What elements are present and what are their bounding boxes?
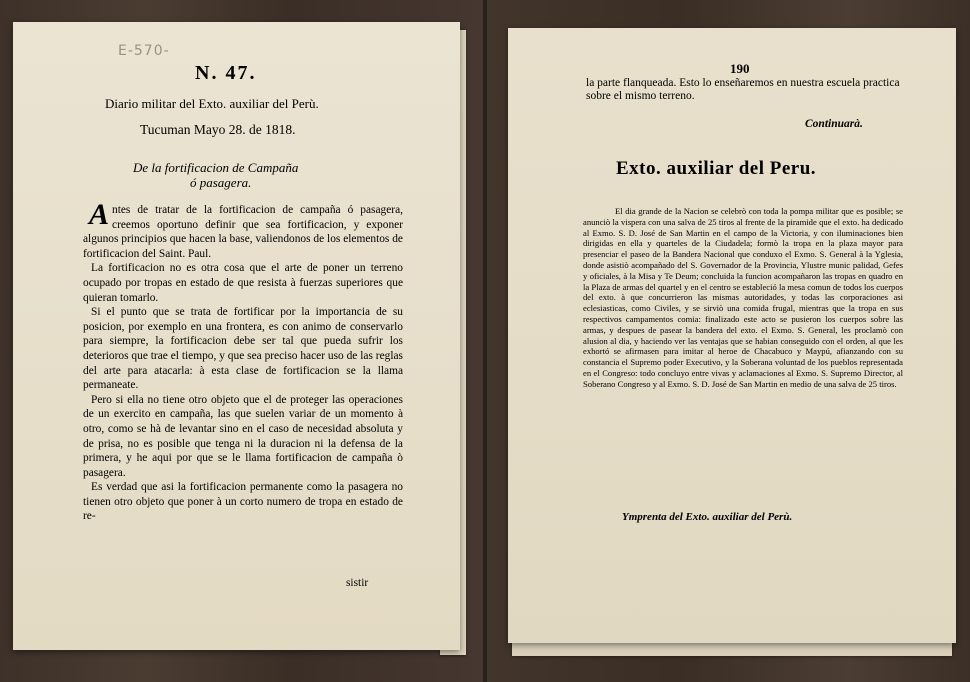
- newspaper-header: Diario militar del Exto. auxiliar del Perù.: [105, 96, 319, 111]
- drop-cap: A: [89, 198, 110, 231]
- pencil-archive-note: E-570-: [118, 43, 170, 59]
- paragraph-1: [83, 198, 403, 261]
- continuara-label: Continuarà.: [805, 118, 863, 130]
- paragraph-1-text: ntes de tratar de la fortificacion de campaña ó pasagera, creemos oportuno definir que sea fortificacion, y exponer algunos principios que hacen la base, valiendonos de los elementos de fortificacion del Saint. Paul.: [83, 204, 403, 260]
- army-section-title: Exto. auxiliar del Peru.: [616, 158, 817, 179]
- section-title: [133, 160, 298, 190]
- page-number: 190: [730, 61, 750, 76]
- right-paragraph: El dia grande de la Nacion se celebrò con toda la pompa militar que es posible; se anunciò la vispera con una salva de 25 tiros al frente de la piramide que el exto. ha dedicado al Exmo. S. D. José de San Martin en el campo de la Victoria, y con iluminaciones bien dirigidas en ella y quarteles de la Ciudadela; formò la tropa en la plaza mayor para presenciar el paseo de la Bandera Nacional que conduxo el Exmo. S. General à la Yglesia, donde asistiò acompañado del S. Governador de la Provincia, Ylustre munic palidad, Gefes y oficiales, à la Misa y Te Deum; concluida la funcion acompañaron las tropas en quadro en la Plaza de armas del quartel y en el centro se estableció la mesa comun de todos los cuerpos del exto. à que concurrieron las mismas autoridades, y todas las corporaciones asi eclesiasticas, como Civiles, y se sirviò una comida frugal, mientras que la tropa en sus respectivos campamentos comia: finalizado este acto se pusieron los cuerpos sobre las armas, y despues de pasear la bandera del exto. el Exmo. S. General, les proclamò con alusion al dia, y haciendo ver las ventajas que se habian conseguido con el orden, al que les exhortó se afirmasen para imitar al heroe de Chacabuco y Maypú, afianzando con su constancia el Supremo poder Executivo, y la Soberana voluntad de los pueblos representada en el Congreso: todo concluyo entre vivas y aclamaciones al Exmo. S. Supremo Director, al Soberano Congreso y al Exmo. S. D. José de San Martin en medio de una salva de 25 tiros.: [583, 206, 903, 389]
- section-title-line-2: ó pasagera.: [190, 175, 252, 190]
- paragraph-3: Si el punto que se trata de fortificar por la importancia de su posicion, por exemplo en una frontera, es con animo de conservarlo para siempre, la fortificacion debe ser tal que pueda sufrir los deterioros que trae el tiempo, y que sea preciso hacer uso de las reglas del arte para atacarla: à esta clase de fortificacion se la llama permaneate.: [83, 306, 403, 392]
- paragraph-4: Pero si ella no tiene otro objeto que el de proteger las operaciones de un exercito en campaña, las que suelen variar de un momento à otro, como se hà de levantar sino en el caso de necesidad absoluta y de prisa, no es posible que tenga ni la duracion ni la defensa de la primera, y he aqui por que se le llama fortificacion de campaña ò pasagera.: [83, 393, 403, 479]
- issue-date: Tucuman Mayo 28. de 1818.: [140, 122, 296, 137]
- section-title-line-1: De la fortificacion de Campaña: [133, 160, 299, 175]
- paragraph-5: Es verdad que asi la fortificacion permanente como la pasagera no tienen otro objeto que poner à un corto numero de tropa en estado de re-: [83, 481, 403, 523]
- left-article-body: [83, 198, 403, 524]
- right-article-body: [583, 206, 903, 390]
- paragraph-2: La fortificacion no es otra cosa que el arte de poner un terreno ocupado por tropas en estado de que resista à fuerzas superiores que quieran tomarlo.: [83, 262, 403, 304]
- continued-text: la parte flanqueada. Esto lo enseñaremos en nuestra escuela practica sobre el mismo terreno.: [586, 77, 900, 102]
- issue-number: N. 47.: [195, 62, 257, 84]
- photo-seam: [483, 0, 487, 682]
- catchword: sistir: [346, 577, 369, 589]
- printer-imprint: Ymprenta del Exto. auxiliar del Perù.: [622, 511, 793, 523]
